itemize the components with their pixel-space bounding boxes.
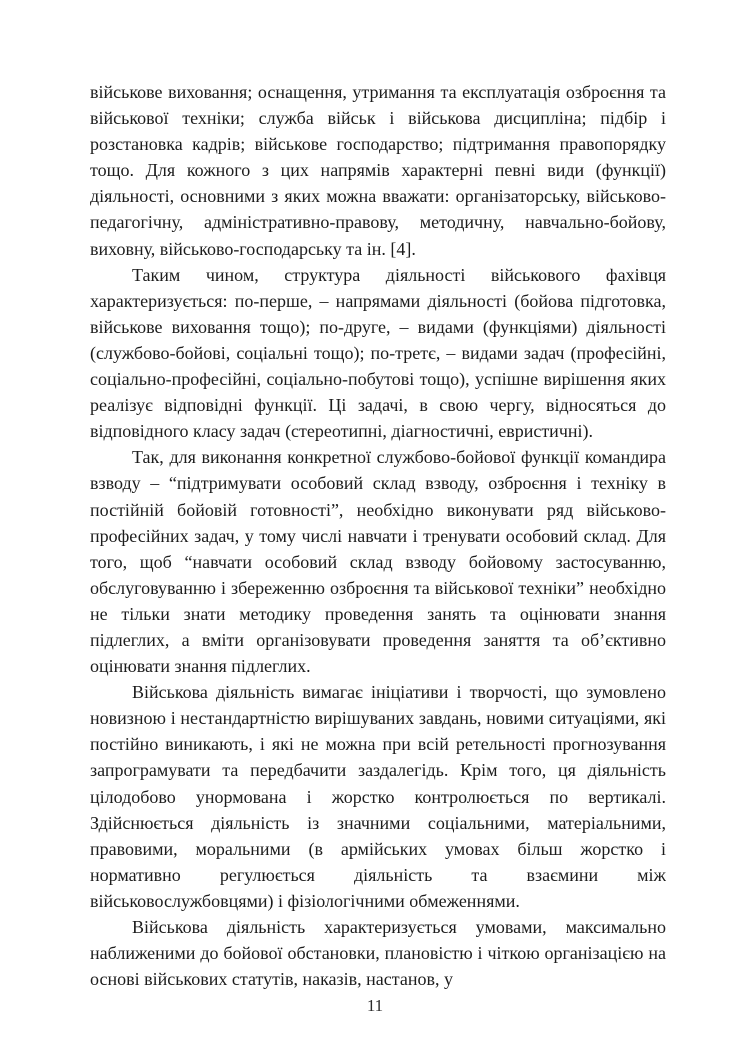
page-number: 11 bbox=[366, 996, 384, 1015]
body-text bbox=[90, 79, 666, 992]
paragraph-2: Таким чином, структура діяльності військового фахівця характеризується: по-перше, – напрямами діяльності (бойова підготовка, військове виховання тощо); по-друге, – видами (функціями) діяльності (службово-бойові, соціальні тощо); по-третє, – видами задач (професійні, соціально-професійні, соціально-побутові тощо), успішне вирішення яких реалізує відповідні функції. Ці задачі, в свою чергу, відносяться до відповідного класу задач (стереотипні, діагностичні, евристичні). bbox=[90, 264, 666, 442]
paragraph-1: військове виховання; оснащення, утримання та експлуатація озброєння та військової техніки; служба військ і військова дисципліна; підбір і розстановка кадрів; військове господарство; підтримання правопорядку тощо. Для кожного з цих напрямів характерні певні види (функції) діяльності, основними з яких можна вважати: організаторську, військово-педагогічну, адміністративно-правову, методичну, навчально-бойову, виховну, військово-господарську та ін. [4]. bbox=[90, 82, 666, 259]
paragraph-4: Військова діяльність вимагає ініціативи і творчості, що зумовлено новизною і нестандартністю вирішуваних завдань, новими ситуаціями, які постійно виникають, і які не можна при всій ретельності прогнозування запрограмувати та передбачити заздалегідь. Крім того, ця діяльність цілодобово унормована і жорстко контролюється по вертикалі. Здійснюється діяльність із значними соціальними, матеріальними, правовими, моральними (в армійських умовах більш жорстко і нормативно регулюється діяльність та взаємини між військовослужбовцями) і фізіологічними обмеженнями. bbox=[90, 682, 666, 911]
paragraph-3: Так, для виконання конкретної службово-бойової функції командира взводу – “підтримувати особовий склад взводу, озброєння і техніку в постійній бойовій готовності”, необхідно виконувати ряд військово-професійних задач, у тому числі навчати і тренувати особовий склад. Для того, щоб “навчати особовий склад взводу бойовому застосуванню, обслуговуванню і збереженню озброєння та військової техніки” необхідно не тільки знати методику проведення занять та оцінювати знання підлеглих, а вміти організовувати проведення заняття та об’єктивно оцінювати знання підлеглих. bbox=[90, 447, 666, 677]
paragraph-5: Військова діяльність характеризується умовами, максимально наближеними до бойової обстановки, плановістю і чіткою організацією на основі військових статутів, наказів, настанов, у bbox=[90, 917, 666, 990]
